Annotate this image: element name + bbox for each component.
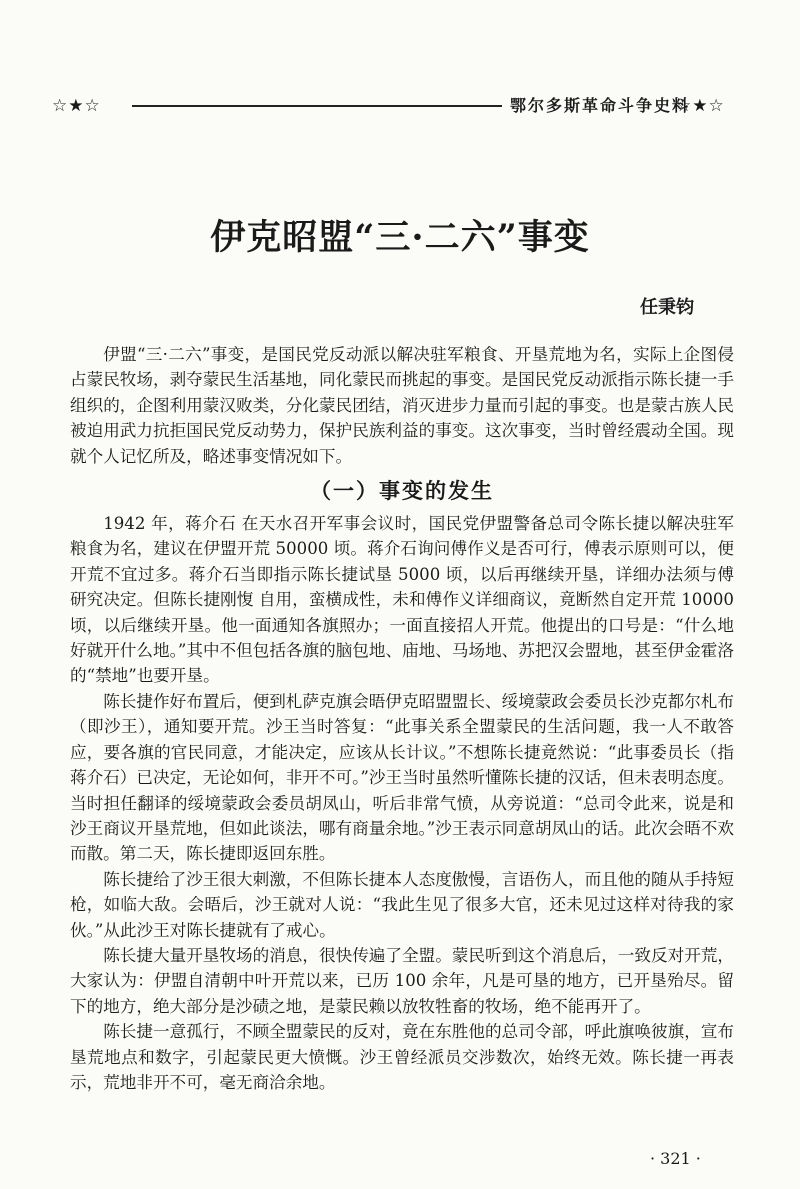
article-body bbox=[70, 342, 734, 1095]
body-paragraph: 陈长捷给了沙王很大刺激，不但陈长捷本人态度傲慢，言语伤人，而且他的随从手持短枪，如临大敌。会晤后，沙王就对人说：“我此生见了很多大官，还未见过这样对待我的家伙。”从此沙王对陈长捷就有了戒心。 bbox=[70, 869, 734, 940]
article-title: 伊克昭盟“三·二六”事变 bbox=[210, 217, 590, 258]
running-header bbox=[52, 94, 742, 118]
running-title: 鄂尔多斯革命斗争史料 bbox=[510, 96, 691, 115]
body-paragraph: 1942 年，蒋介石 在天水召开军事会议时，国民党伊盟警备总司令陈长捷以解决驻军粮食为名，建议在伊盟开荒 50000 顷。蒋介石询问傅作义是否可行，傅表示原则可以，便开荒不宜过多。蒋介石当即指示陈长捷试垦 5000 顷，以后再继续开垦，详细办法须与傅研究决定。但陈长捷刚愎 自用，蛮横成性，未和傅作义详细商议，竟断然自定开荒 10000 顷，以后继续开垦。他一面通知各旗照办；一面直接招人开荒。他提出的口号是：“什么地好就开什么地。”其中不但包括各旗的脑包地、庙地、马场地、苏把汉会盟地，甚至伊金霍洛的“禁地”也要开垦。 bbox=[70, 514, 734, 686]
stars-ornament-right: ☆★☆ bbox=[676, 96, 725, 116]
page-number: · 321 · bbox=[650, 1149, 701, 1168]
body-paragraph: 陈长捷大量开垦牧场的消息，很快传遍了全盟。蒙民听到这个消息后，一致反对开荒，大家认为：伊盟自清朝中叶开荒以来，已历 100 余年，凡是可垦的地方，已开垦殆尽。留下的地方，绝大部分是沙碛之地，是蒙民赖以放牧牲畜的牧场，绝不能再开了。 bbox=[70, 945, 734, 1016]
intro-paragraph: 伊盟“三·二六”事变，是国民党反动派以解决驻军粮食、开垦荒地为名，实际上企图侵占蒙民牧场，剥夺蒙民生活基地，同化蒙民而挑起的事变。是国民党反动派指示陈长捷一手组织的，企图利用蒙汉败类，分化蒙民团结，消灭进步力量而引起的事变。也是蒙古族人民被迫用武力抗拒国民党反动势力，保护民族利益的事变。这次事变，当时曾经震动全国。现就个人记忆所及，略述事变情况如下。 bbox=[70, 345, 734, 466]
header-rule bbox=[132, 105, 502, 107]
stars-ornament-left: ☆★☆ bbox=[52, 96, 101, 116]
section-heading: （一）事变的发生 bbox=[310, 478, 494, 504]
body-paragraph: 陈长捷作好布置后，便到札萨克旗会晤伊克昭盟盟长、绥境蒙政会委员长沙克都尔札布（即沙王），通知要开荒。沙王当时答复：“此事关系全盟蒙民的生活问题，我一人不敢答应，要各旗的官民同意，才能决定，应该从长计议。”不想陈长捷竟然说：“此事委员长（指蒋介石）已决定，无论如何，非开不可。”沙王当时虽然听懂陈长捷的汉话，但未表明态度。当时担任翻译的绥境蒙政会委员胡凤山，听后非常气愤，从旁说道：“总司令此来，说是和沙王商议开垦荒地，但如此谈法，哪有商量余地。”沙王表示同意胡凤山的话。此次会晤不欢而散。第二天，陈长捷即返回东胜。 bbox=[70, 691, 734, 864]
body-paragraph: 陈长捷一意孤行，不顾全盟蒙民的反对，竟在东胜他的总司令部，呼此旗唤彼旗，宣布垦荒地点和数字，引起蒙民更大愤慨。沙王曾经派员交涉数次，始终无效。陈长捷一再表示，荒地非开不可，毫无商洽余地。 bbox=[70, 1022, 734, 1092]
author-name: 任秉钧 bbox=[640, 297, 694, 318]
